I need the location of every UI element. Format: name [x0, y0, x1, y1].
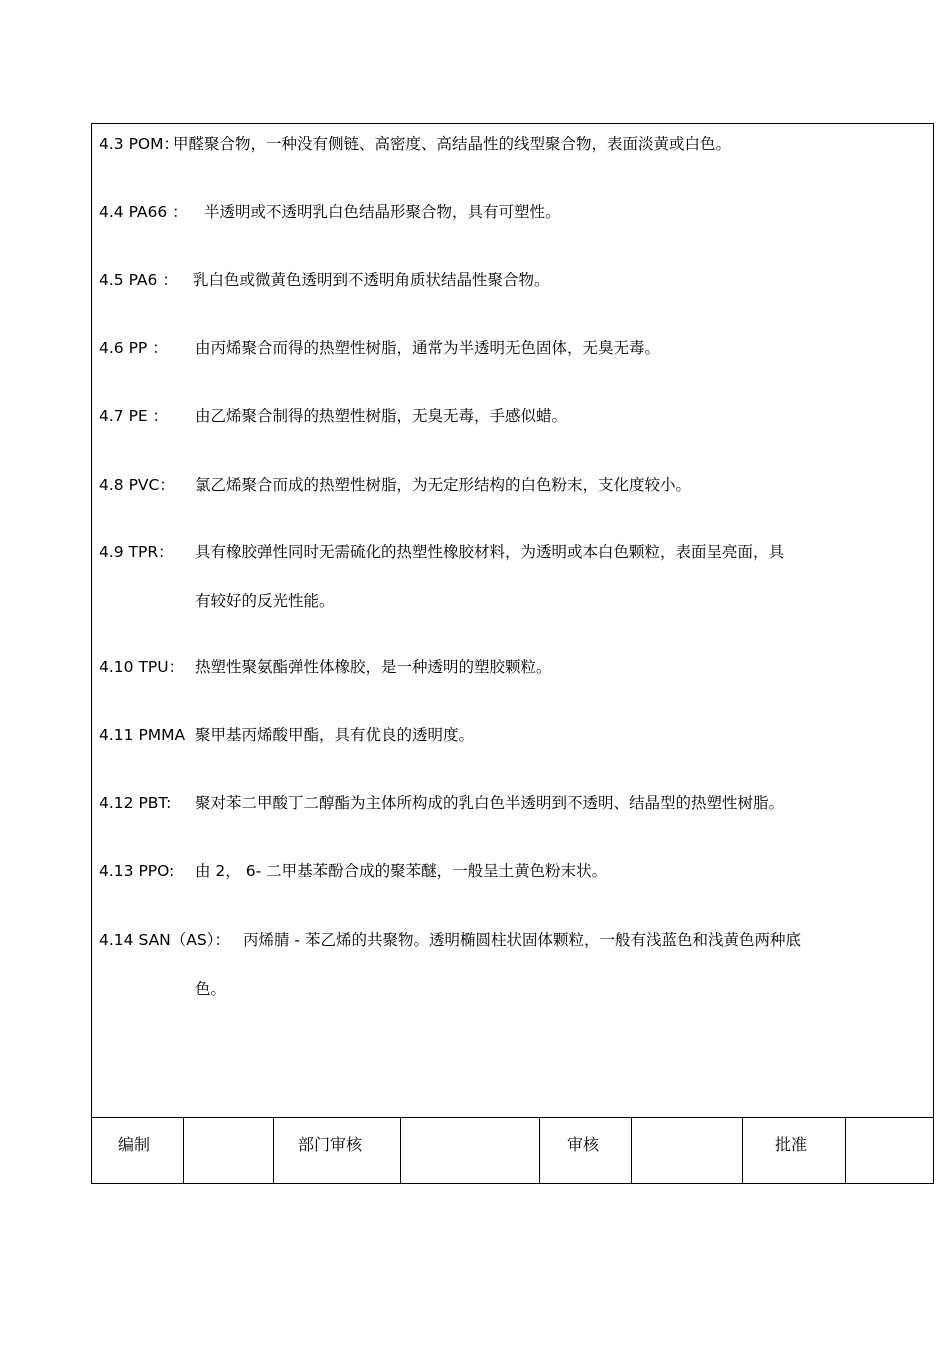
entry-description-continued: 有较好的反光性能。 — [195, 592, 335, 610]
review-value-cell[interactable] — [632, 1118, 743, 1184]
entry-label: 4.13 PPO: — [99, 862, 175, 880]
definitions-section — [92, 124, 933, 1117]
entry-label: 4.4 PA66 ： — [99, 203, 188, 221]
entry-description: 半透明或不透明乳白色结晶形聚合物，具有可塑性。 — [204, 203, 561, 221]
review-label-cell — [540, 1118, 632, 1184]
dept-review-value-cell[interactable] — [401, 1118, 540, 1184]
review-label: 审核 — [567, 1135, 600, 1154]
entry-label: 4.11 PMMA — [99, 726, 186, 744]
entry-description: 甲醛聚合物，一种没有侧链、高密度、高结晶性的线型聚合物，表面淡黄或白色。 — [173, 135, 732, 153]
entry-label: 4.9 TPR： — [99, 543, 174, 561]
entry-label: 4.5 PA6 ： — [99, 271, 178, 289]
entry-label: 4.14 SAN（AS）： — [99, 931, 230, 949]
signoff-row — [92, 1117, 933, 1184]
entry-label: 4.8 PVC： — [99, 476, 175, 494]
compile-label: 编制 — [118, 1135, 151, 1154]
entry-description-continued: 色。 — [195, 980, 227, 998]
approve-value-cell[interactable] — [846, 1118, 933, 1184]
entry-description: 由 2， 6- 二甲基苯酚合成的聚苯醚，一般呈土黄色粉末状。 — [195, 862, 608, 880]
entry-description: 丙烯腈 - 苯乙烯的共聚物。透明椭圆柱状固体颗粒，一般有浅蓝色和浅黄色两种底 — [243, 931, 801, 949]
entry-label: 4.7 PE ： — [99, 407, 169, 425]
entry-description: 具有橡胶弹性同时无需硫化的热塑性橡胶材料，为透明或本白色颗粒，表面呈亮面，具 — [195, 543, 785, 561]
dept-review-label: 部门审核 — [298, 1135, 363, 1154]
dept-review-label-cell — [274, 1118, 401, 1184]
approve-label: 批准 — [775, 1135, 808, 1154]
entry-description: 乳白色或微黄色透明到不透明角质状结晶性聚合物。 — [193, 271, 550, 289]
compile-value-cell[interactable] — [184, 1118, 274, 1184]
entry-label: 4.12 PBT: — [99, 794, 172, 812]
entry-label: 4.10 TPU： — [99, 658, 185, 676]
entry-label: 4.6 PP ： — [99, 339, 168, 357]
entry-description: 由丙烯聚合而得的热塑性树脂，通常为半透明无色固体，无臭无毒。 — [195, 339, 661, 357]
entry-description: 聚甲基丙烯酸甲酯，具有优良的透明度。 — [195, 726, 475, 744]
entry-label: 4.3 POM： — [99, 135, 179, 153]
entry-description: 由乙烯聚合制得的热塑性树脂，无臭无毒，手感似蜡。 — [195, 407, 568, 425]
entry-description: 氯乙烯聚合而成的热塑性树脂，为无定形结构的白色粉末，支化度较小。 — [195, 476, 692, 494]
entry-description: 热塑性聚氨酯弹性体橡胶，是一种透明的塑胶颗粒。 — [195, 658, 552, 676]
compile-label-cell — [92, 1118, 184, 1184]
entry-description: 聚对苯二甲酸丁二醇酯为主体所构成的乳白色半透明到不透明、结晶型的热塑性树脂。 — [195, 794, 785, 812]
approve-label-cell — [743, 1118, 846, 1184]
document-table — [91, 123, 934, 1184]
